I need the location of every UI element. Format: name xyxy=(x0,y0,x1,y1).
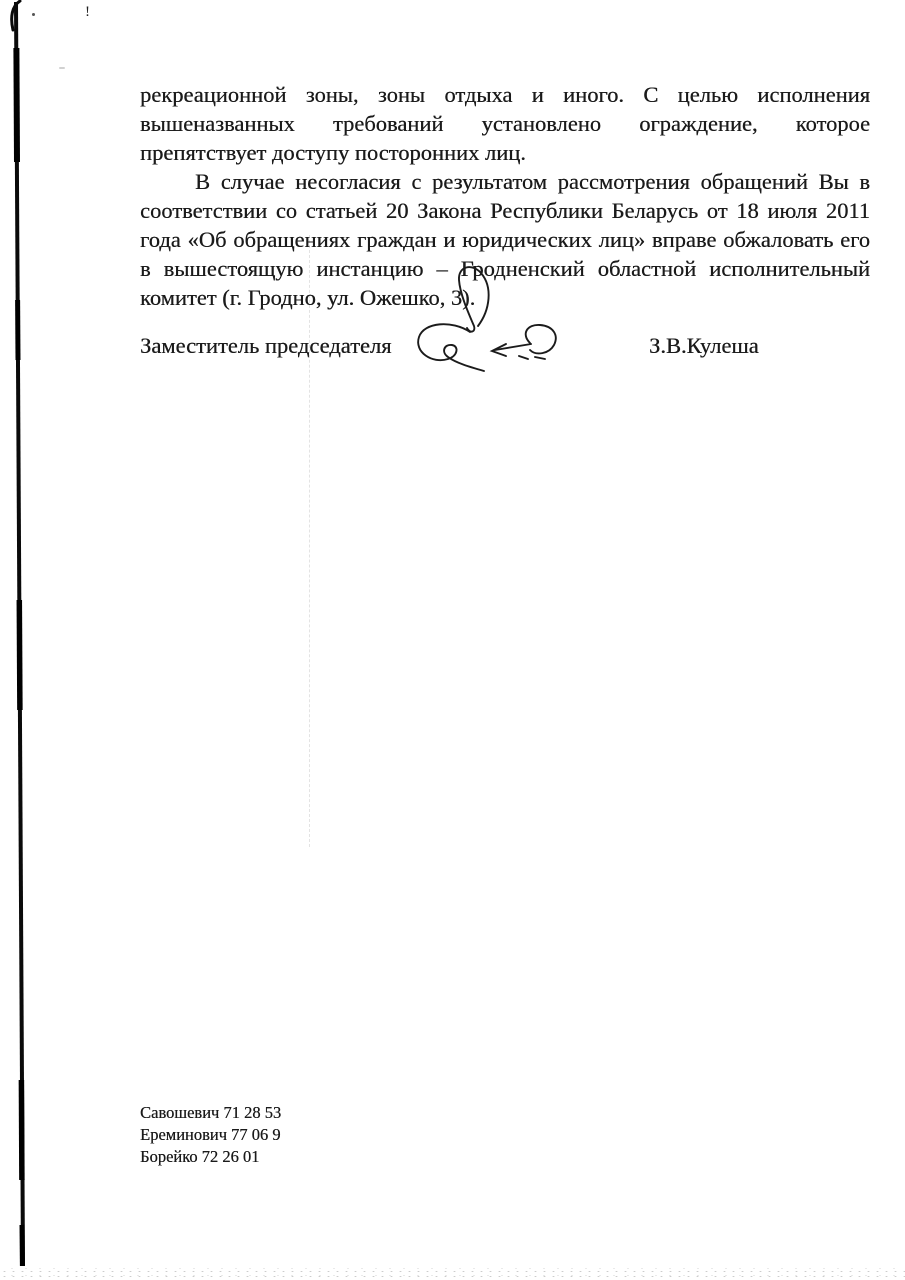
scan-speck-dot xyxy=(32,13,35,16)
scan-edge-line-icon xyxy=(0,0,40,1280)
scan-speck-mark: ! xyxy=(85,4,90,20)
paragraph-line: препятствует доступу посторонних лиц. xyxy=(140,140,526,165)
fold-crease-line xyxy=(309,235,310,847)
paragraph-line: рекреационной зоны, зоны отдыха и иного. С целью исполнения xyxy=(140,82,870,107)
contact-line: Ереминович 77 06 9 xyxy=(140,1125,281,1144)
scan-noise-band xyxy=(0,1267,905,1280)
handwritten-signature-icon xyxy=(400,255,575,380)
paragraph-line: вышеназванных требований установлено ограждение, которое xyxy=(140,111,870,136)
paragraph-line: года «Об обращениях граждан и юридических лиц» вправе обжаловать его xyxy=(140,227,870,252)
signatory-role-label: Заместитель председателя xyxy=(140,333,392,358)
paragraph-line: В случае несогласия с результатом рассмотрения обращений Вы в xyxy=(195,169,870,194)
paragraph-line: комитет (г. Гродно, ул. Ожешко, 3). xyxy=(140,285,476,310)
contact-block xyxy=(140,1102,281,1168)
signatory-name: З.В.Кулеша xyxy=(649,333,759,358)
contact-line: Савошевич 71 28 53 xyxy=(140,1103,282,1122)
paragraph-line: соответствии со статьей 20 Закона Республики Беларусь от 18 июля 2011 xyxy=(140,198,870,223)
scan-smudge xyxy=(59,67,65,69)
contact-line: Борейко 72 26 01 xyxy=(140,1147,260,1166)
paragraph-line: в вышестоящую инстанцию – Гродненский областной исполнительный xyxy=(140,256,870,281)
